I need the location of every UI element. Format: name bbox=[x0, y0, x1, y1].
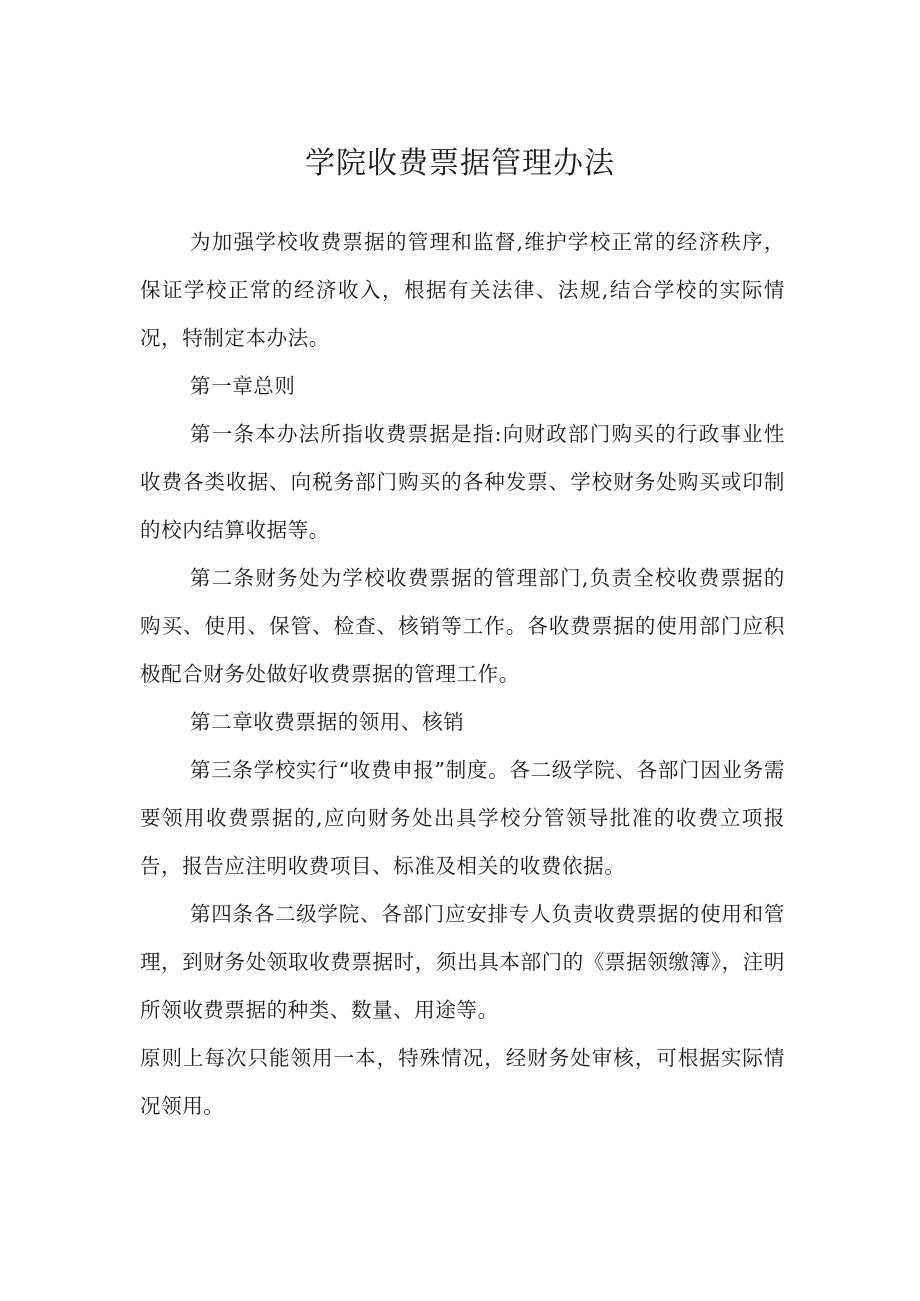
article-3: 第三条学校实行“收费申报”制度。各二级学院、各部门因业务需要领用收费票据的,应向财务处出具学校分管领导批准的收费立项报告，报告应注明收费项目、标准及相关的收费依据。 bbox=[140, 758, 785, 878]
article-1: 第一条本办法所指收费票据是指:向财政部门购买的行政事业性收费各类收据、向税务部门购买的各种发票、学校财务处购买或印制的校内结算收据等。 bbox=[140, 422, 785, 542]
document-body bbox=[140, 218, 785, 1130]
article-2: 第二条财务处为学校收费票据的管理部门,负责全校收费票据的购买、使用、保管、检查、核销等工作。各收费票据的使用部门应积极配合财务处做好收费票据的管理工作。 bbox=[140, 566, 785, 686]
paragraph-intro: 为加强学校收费票据的管理和监督,维护学校正常的经济秩序，保证学校正常的经济收入，根据有关法律、法规,结合学校的实际情况，特制定本办法。 bbox=[140, 230, 785, 350]
chapter-heading-2: 第二章收费票据的领用、核销 bbox=[190, 710, 465, 734]
document-title: 学院收费票据管理办法 bbox=[305, 146, 615, 181]
article-4: 第四条各二级学院、各部门应安排专人负责收费票据的使用和管理，到财务处领取收费票据时，须出具本部门的《票据领缴簿》，注明所领收费票据的种类、数量、用途等。 bbox=[140, 902, 785, 1022]
chapter-heading-1: 第一章总则 bbox=[190, 374, 296, 398]
article-4-continuation: 原则上每次只能领用一本，特殊情况，经财务处审核，可根据实际情况领用。 bbox=[140, 1046, 785, 1118]
